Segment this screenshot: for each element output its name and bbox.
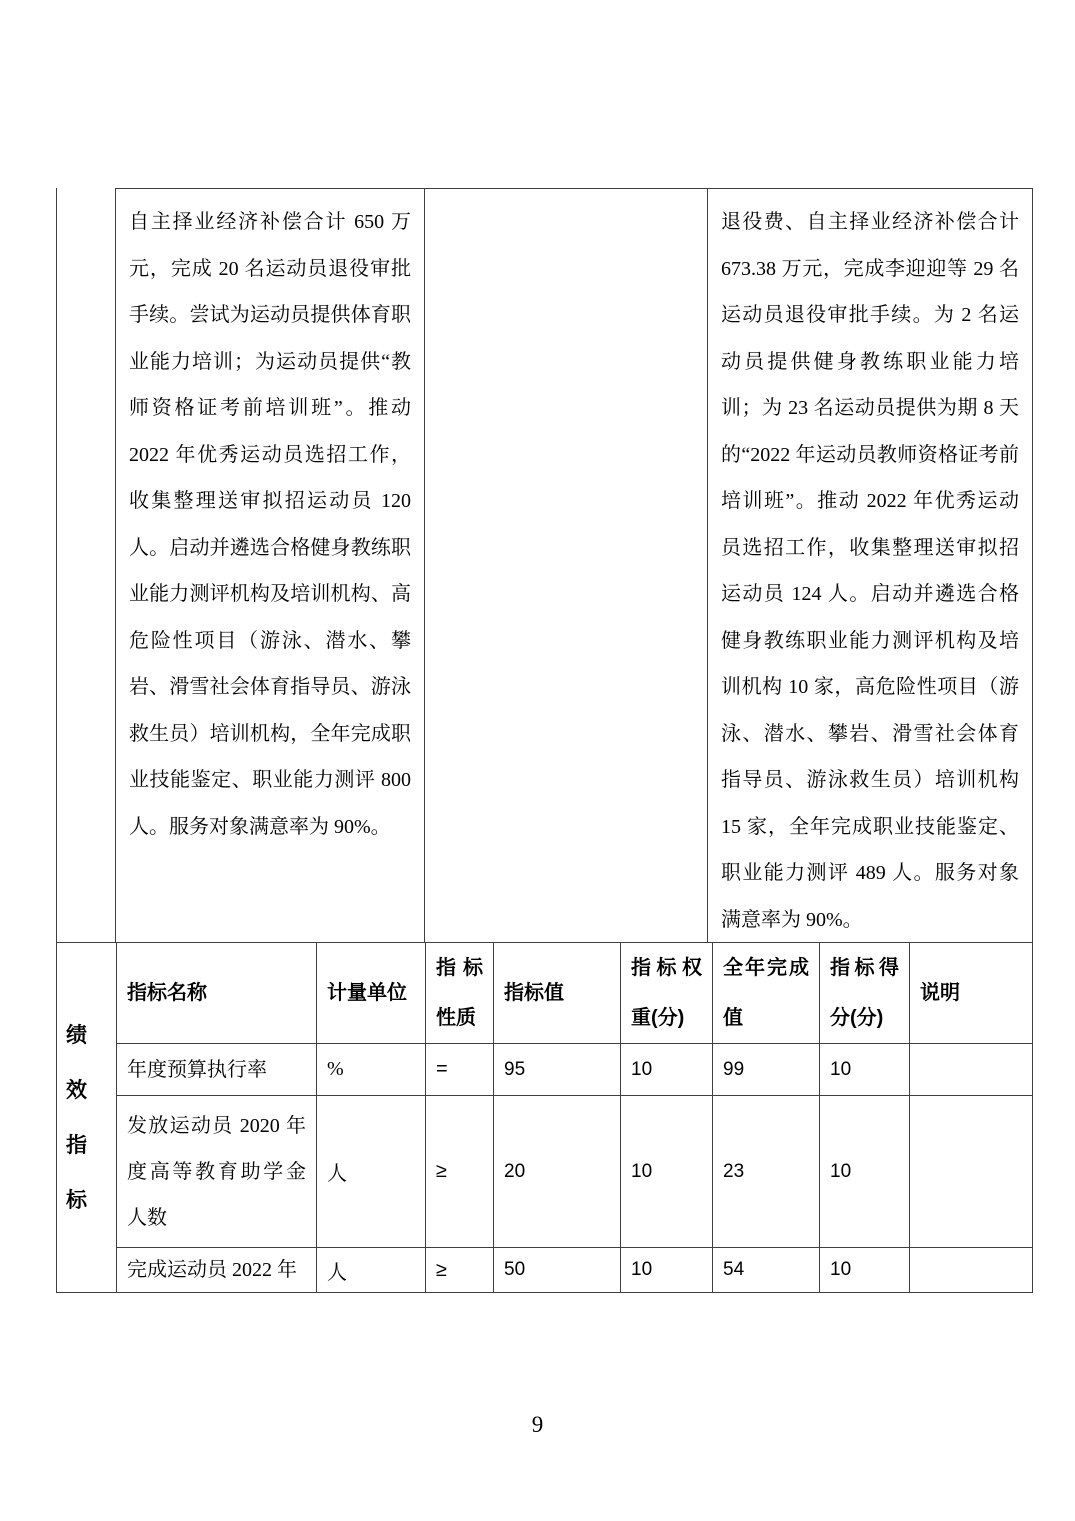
note-cell <box>910 1248 1033 1293</box>
indicator-table <box>56 942 1033 1293</box>
weight-cell: 10 <box>621 1096 713 1248</box>
unit-cell: % <box>317 1044 426 1096</box>
page-number: 9 <box>531 1412 544 1437</box>
row-group-header-label: 绩效指标 <box>66 1023 87 1212</box>
column-header-completed-value: 全年完成值 <box>713 943 820 1044</box>
nature-cell: = <box>426 1044 494 1096</box>
score-cell: 10 <box>820 1248 910 1293</box>
column-header-nature: 指标性质 <box>426 943 494 1044</box>
upper-table-section <box>56 188 1033 942</box>
score-cell: 10 <box>820 1096 910 1248</box>
target-value-cell: 20 <box>494 1096 621 1248</box>
completed-value-cell: 23 <box>713 1096 820 1248</box>
nature-cell: ≥ <box>426 1248 494 1293</box>
upper-gutter-cell <box>56 188 116 943</box>
column-header-score: 指标得分(分) <box>820 943 910 1044</box>
unit-cell: 人 <box>317 1096 426 1248</box>
completed-value-cell: 54 <box>713 1248 820 1293</box>
nature-cell: ≥ <box>426 1096 494 1248</box>
completion-description-text: 退役费、自主择业经济补偿合计 673.38 万元，完成李迎迎等 29 名运动员退役审批手续。为 2 名运动员提供健身教练职业能力培训；为 23 名运动员提供为期 8 天的“2022 年运动员教师资格证考前培训班”。推动 2022 年优秀运动员选招工作，收集整理送审拟招运动员 124 人。启动并遴选合格健身教练职业能力测评机构及培训机构 10 家，高危险性项目（游泳、潜水、攀岩、滑雪社会体育指导员、游泳救生员）培训机构 15 家，全年完成职业技能鉴定、职业能力测评 489 人。服务对象满意率为 90%。 <box>721 211 1019 931</box>
upper-right-text-cell <box>708 188 1033 943</box>
column-header-unit: 计量单位 <box>317 943 426 1044</box>
upper-middle-empty-cell <box>425 188 708 943</box>
target-value-cell: 95 <box>494 1044 621 1096</box>
column-header-target-value: 指标值 <box>494 943 621 1044</box>
weight-cell: 10 <box>621 1044 713 1096</box>
column-header-weight: 指标权重(分) <box>621 943 713 1044</box>
row-group-header-cell <box>57 943 117 1293</box>
weight-cell: 10 <box>621 1248 713 1293</box>
note-cell <box>910 1044 1033 1096</box>
note-cell <box>910 1096 1033 1248</box>
indicator-name-cell: 发放运动员 2020 年度高等教育助学金人数 <box>117 1096 317 1248</box>
indicator-name-cell: 完成运动员 2022 年 <box>117 1248 317 1293</box>
score-cell: 10 <box>820 1044 910 1096</box>
progress-description-text: 自主择业经济补偿合计 650 万元，完成 20 名运动员退役审批手续。尝试为运动员提供体育职业能力培训；为运动员提供“教师资格证考前培训班”。推动 2022 年优秀运动员选招工作，收集整理送审拟招运动员 120 人。启动并遴选合格健身教练职业能力测评机构及培训机构、高危险性项目（游泳、潜水、攀岩、滑雪社会体育指导员、游泳救生员）培训机构，全年完成职业技能鉴定、职业能力测评 800 人。服务对象满意率为 90%。 <box>129 211 411 838</box>
target-value-cell: 50 <box>494 1248 621 1293</box>
upper-left-text-cell <box>116 188 425 943</box>
indicator-name-cell: 年度预算执行率 <box>117 1044 317 1096</box>
column-header-indicator-name: 指标名称 <box>117 943 317 1044</box>
completed-value-cell: 99 <box>713 1044 820 1096</box>
column-header-note: 说明 <box>910 943 1033 1044</box>
unit-cell: 人 <box>317 1248 426 1293</box>
